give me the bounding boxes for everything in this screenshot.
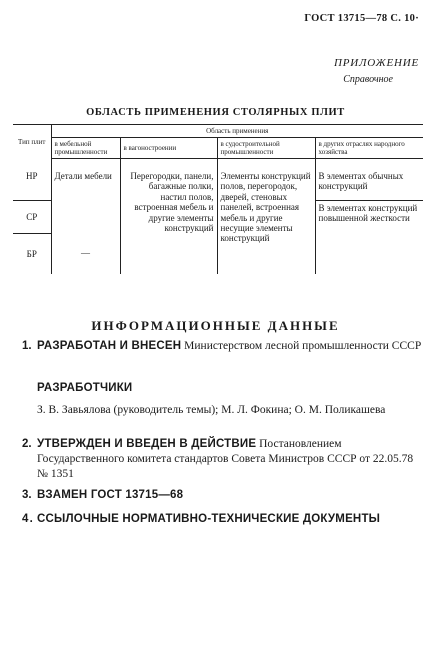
table-title: ОБЛАСТЬ ПРИМЕНЕНИЯ СТОЛЯРНЫХ ПЛИТ [86,107,345,118]
col-header-ship: в судостроительной промышленности [217,138,315,159]
cell-furniture: Детали мебели [51,159,120,234]
cell-other-sr-br: В элементах конструкций повышенной жесткости [318,203,418,224]
developers-list: З. В. Завьялова (руководитель темы); М. Л. Фокина; О. М. Поликашева [37,404,386,416]
col-header-wagon: в вагоностроении [120,138,217,159]
item-text: Министерством лесной промышленности СССР [181,340,422,352]
cell-ship: Элементы конструкций полов, перегородок, дверей, стеновых панелей, встроенная мебель и другие несущие элементы конструкций [217,159,315,274]
appendix-subtitle: Справочное [343,74,393,85]
row-type-nr: НР [13,159,51,201]
item-text: Постановлением Государственного комитета стандартов Совета Министров СССР от 22.05.78 № 1351 [37,438,414,480]
cell-wagon: Перегородки, панели, багажные полки, настил полов, встроенная мебель и другие элементы конструкций [120,159,217,274]
cell-other-nr: В элементах обычных конструкций [315,159,423,201]
developers-heading: РАЗРАБОТЧИКИ [37,382,133,394]
item-number: 2. [22,438,32,450]
item-number: 3. [22,489,32,501]
type-header: Тип плит [13,125,51,159]
item-heading: ВЗАМЕН ГОСТ 13715—68 [37,489,184,501]
item-heading: УТВЕРЖДЕН И ВВЕДЕН В ДЕЙСТВИЕ [37,438,257,450]
group-header: Область применения [51,125,423,138]
col-header-other: в других отраслях народного хозяйства [315,138,423,159]
item-number: 1. [22,340,32,352]
page-header: ГОСТ 13715—78 С. 10· [304,13,419,24]
application-table [13,124,423,274]
info-item-1 [22,339,422,371]
item-heading: РАЗРАБОТАН И ВНЕСЕН [37,340,182,352]
info-title: ИНФОРМАЦИОННЫЕ ДАННЫЕ [91,318,340,333]
row-type-br: БР [13,234,51,274]
cell-furniture-br: — [51,234,120,274]
appendix-label: ПРИЛОЖЕНИЕ [334,57,419,69]
row-type-sr: СР [13,201,51,234]
col-header-furniture: в мебельной промышленности [51,138,120,159]
item-heading: ССЫЛОЧНЫЕ НОРМАТИВНО-ТЕХНИЧЕСКИЕ ДОКУМЕНТЫ [37,513,381,525]
item-number: 4. [22,513,34,525]
